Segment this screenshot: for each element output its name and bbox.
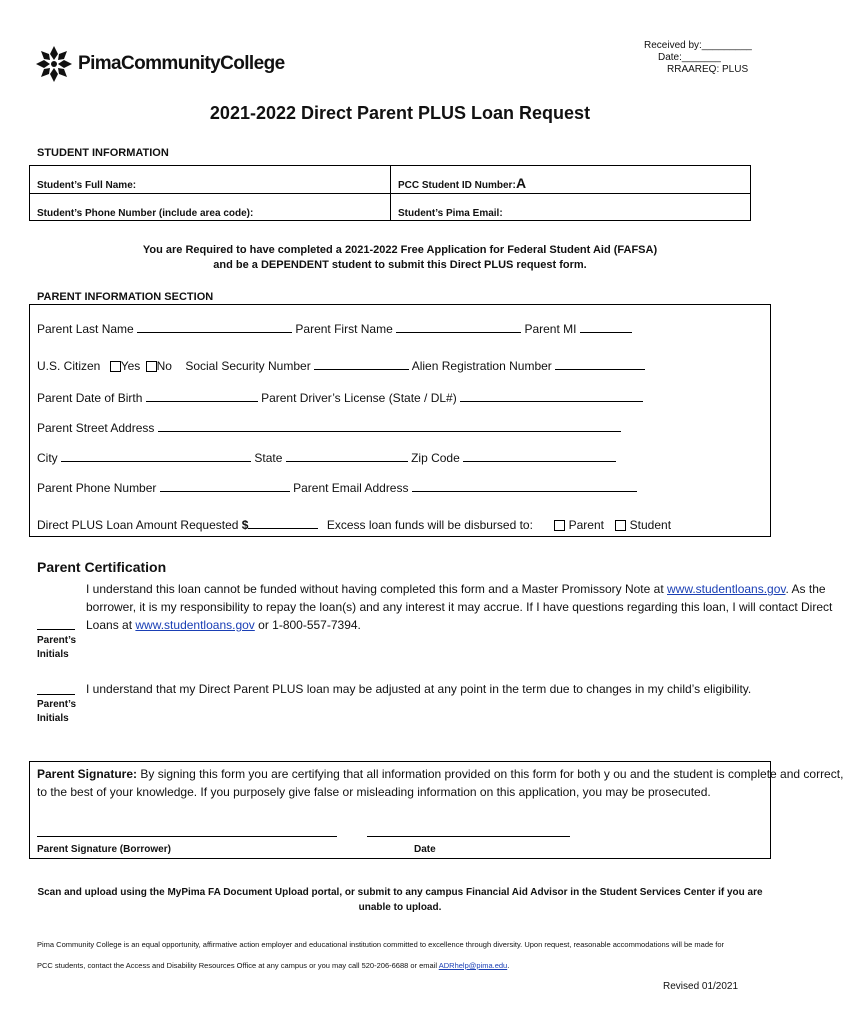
fafsa-notice-line2: and be a DEPENDENT student to submit this Direct PLUS request form. [213,259,587,271]
parent-email-field[interactable] [412,481,637,492]
zip-label: Zip Code [411,451,460,465]
equal-opportunity-line-2: PCC students, contact the Access and Disability Resources Office at any campus or you may call 520-206-6688 or email ADRhelp@pima.edu. [37,961,510,970]
parent-city-row [37,451,616,465]
initials-line-1[interactable] [37,629,75,630]
parent-signature-caption: Parent Signature (Borrower) [37,844,171,855]
parent-first-name-field[interactable] [396,322,521,333]
ssn-field[interactable] [314,359,409,370]
signature-label: Parent Signature: [37,767,138,781]
parent-license-label: Parent Driver’s License (State / DL#) [261,391,457,405]
page-title: 2021-2022 Direct Parent PLUS Loan Request [209,103,591,123]
parent-citizen-row [37,359,645,373]
parent-phone-label: Parent Phone Number [37,481,157,495]
disburse-student-label: Student [629,518,672,532]
parent-section-title: PARENT INFORMATION SECTION [37,291,214,303]
parent-signature-line[interactable] [37,836,337,837]
loan-amount-label: Direct PLUS Loan Amount Requested [37,518,239,532]
city-field[interactable] [61,451,251,462]
certification-paragraph-1: I understand this loan cannot be funded without having completed this form and a Master Promissory Note at www.studentloans.gov. As the borrower, it is my responsibility to repay the loan(s) and any interest it may accrue. If I have questions regarding this loan, I will contact Direct Loans at www.studentloans.gov or 1-800-557-7394. [86,582,833,632]
college-logo [36,46,72,82]
student-id-prefix: A [516,175,527,191]
parent-name-row [37,322,632,336]
adr-email-link[interactable]: ADRhelp@pima.edu [438,961,508,970]
initials-label-1b: Initials [37,649,69,660]
parent-last-name-label: Parent Last Name [37,322,134,336]
student-id-field[interactable] [530,168,745,190]
citizen-yes-label: Yes [120,359,141,373]
parent-street-field[interactable] [158,421,621,432]
alien-reg-label: Alien Registration Number [411,359,552,373]
signature-date-caption: Date [414,844,436,855]
disburse-parent-checkbox[interactable] [554,520,565,531]
parent-mi-label: Parent MI [524,322,577,336]
parent-dob-row [37,391,643,405]
pima-logo-icon [36,46,72,82]
fafsa-notice-line1: You are Required to have completed a 2021-2022 Free Application for Federal Student Aid (FAFSA) [142,244,658,256]
received-date: Date:_______ [658,52,721,63]
student-full-name-label: Student’s Full Name: [37,180,137,191]
form-code: RRAAREQ: PLUS [667,64,749,75]
parent-contact-row [37,481,637,495]
parent-license-field[interactable] [460,391,643,402]
parent-email-label: Parent Email Address [293,481,409,495]
loan-amount-field[interactable] [248,518,318,529]
student-id-label: PCC Student ID Number: [398,180,516,191]
city-label: City [37,451,58,465]
parent-dob-field[interactable] [146,391,258,402]
us-citizen-label: U.S. Citizen [37,359,101,373]
parent-street-label: Parent Street Address [37,421,155,435]
certification-paragraph-2: I understand that my Direct Parent PLUS loan may be adjusted at any point in the term due to changes in my child’s eligibility. [86,682,752,696]
student-full-name-field[interactable] [160,168,385,190]
parent-street-row [37,421,621,435]
zip-field[interactable] [463,451,616,462]
state-field[interactable] [286,451,408,462]
upload-instructions-1: Scan and upload using the MyPima FA Document Upload portal, or submit to any campus Financial Aid Advisor in the Student Services Center if you are [37,887,763,898]
state-label: State [254,451,283,465]
certification-title: Parent Certification [37,559,167,575]
disburse-student-checkbox[interactable] [615,520,626,531]
initials-label-2b: Initials [37,713,69,724]
signature-statement: Parent Signature: By signing this form you are certifying that all information provided on this form for both y ou and the student is complete and correct, to the best of your knowledge. If you purposely give false or misleading information on this application, you may be prosecuted. [37,767,843,799]
excess-funds-label: Excess loan funds will be disbursed to: [326,518,533,532]
revised-date: Revised 01/2021 [663,981,739,992]
student-email-label: Student’s Pima Email: [398,208,503,219]
upload-instructions-2: unable to upload. [358,902,442,913]
college-name: PimaCommunityCollege [78,53,285,74]
alien-reg-field[interactable] [555,359,645,370]
studentloans-link-1[interactable]: www.studentloans.gov [667,582,786,596]
parent-dob-label: Parent Date of Birth [37,391,143,405]
studentloans-link-2[interactable]: www.studentloans.gov [135,618,255,632]
equal-opportunity-line-1: Pima Community College is an equal opportunity, affirmative action employer and educational institution committed to excellence through diversity. Upon request, reasonable accommodations will be made for [37,940,725,949]
signature-date-line[interactable] [367,836,570,837]
initials-line-2[interactable] [37,694,75,695]
initials-label-2a: Parent’s [37,699,77,710]
citizen-no-checkbox[interactable] [146,361,157,372]
parent-last-name-field[interactable] [137,322,292,333]
disburse-parent-label: Parent [568,518,604,532]
parent-phone-field[interactable] [160,481,290,492]
student-phone-field[interactable] [260,196,385,218]
loan-amount-row [37,518,671,532]
citizen-no-label: No [156,359,172,373]
student-section-title: STUDENT INFORMATION [37,147,169,159]
received-by: Received by:_________ [644,40,752,51]
dollar-sign: $ [241,518,249,532]
citizen-yes-checkbox[interactable] [110,361,121,372]
initials-label-1a: Parent’s [37,635,77,646]
ssn-label: Social Security Number [185,359,311,373]
student-email-field[interactable] [510,196,745,218]
student-phone-label: Student’s Phone Number (include area code): [37,208,254,219]
parent-mi-field[interactable] [580,322,632,333]
parent-first-name-label: Parent First Name [295,322,393,336]
